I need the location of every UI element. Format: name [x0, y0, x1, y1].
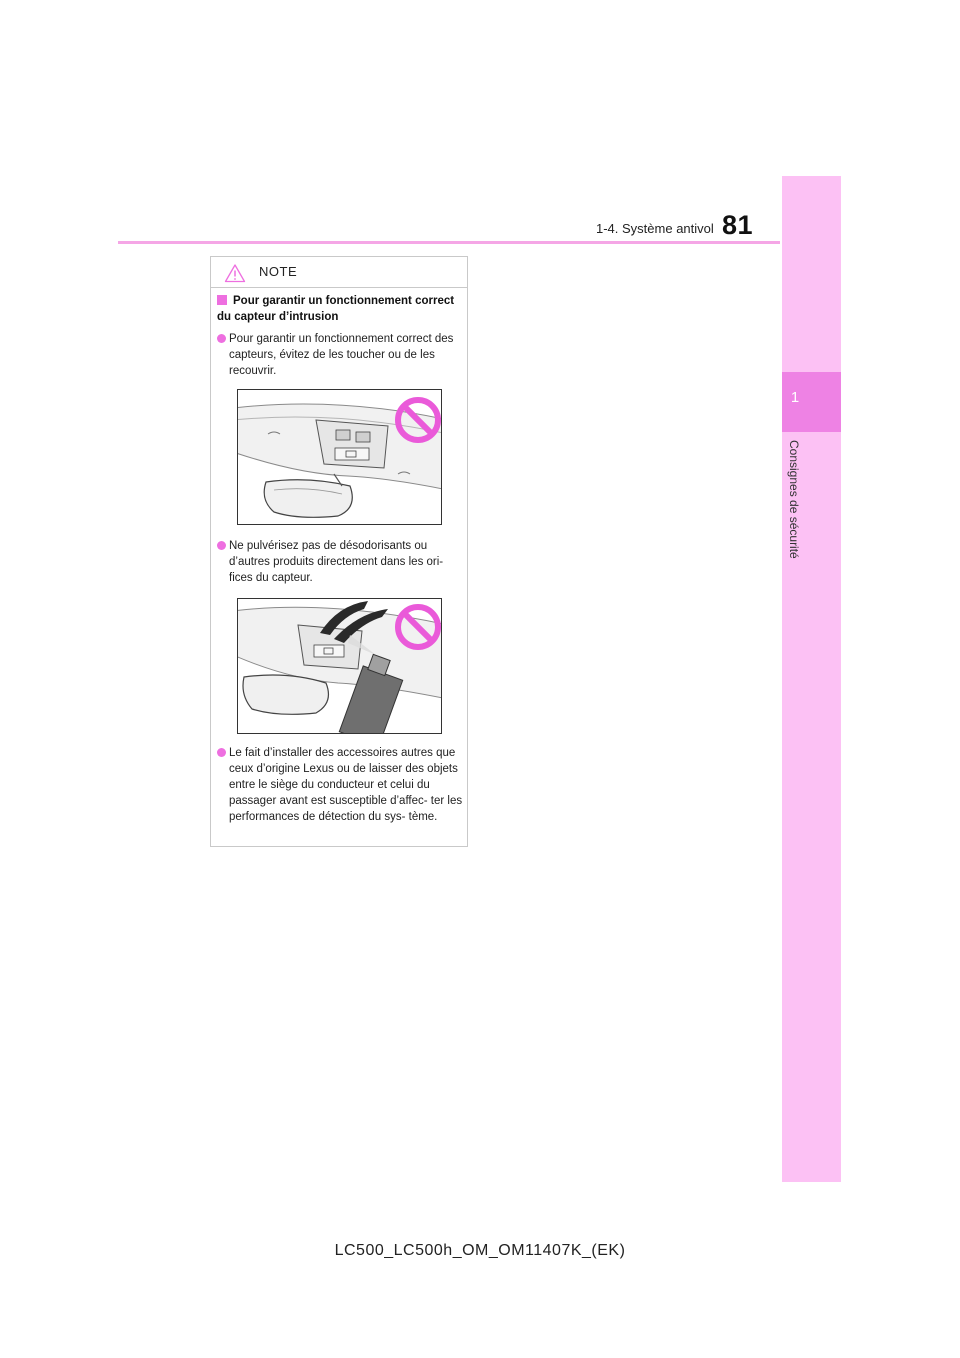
note-title: NOTE — [259, 264, 298, 279]
chapter-number: 1 — [790, 389, 800, 406]
note-bullet-1 — [217, 331, 465, 379]
square-bullet-icon — [217, 295, 227, 305]
note-bullet-text: Le fait d’installer des accessoires autres que ceux d’origine Lexus ou de laisser des objets entre le siège du conducteur et celui du passager avant est susceptible d’affec- ter les performances de détection du sys- tème. — [229, 747, 463, 823]
note-bullet-text: Ne pulvérisez pas de désodorisants ou d’autres produits directement dans les ori- fices du capteur. — [229, 540, 444, 584]
bullet-dot-icon — [217, 541, 226, 550]
note-header — [211, 257, 467, 288]
chapter-side-tab — [782, 176, 841, 1182]
document-code: LC500_LC500h_OM_OM11407K_(EK) — [334, 1242, 626, 1259]
header-rule — [118, 241, 780, 244]
note-heading — [217, 293, 461, 325]
page-number: 81 — [722, 210, 754, 240]
sensor-figure-no-spray — [237, 598, 442, 734]
chapter-label: Consignes de sécurité — [787, 440, 801, 559]
note-bullet-3 — [217, 745, 465, 825]
note-heading-text: Pour garantir un fonctionnement correct du capteur d’intrusion — [217, 295, 455, 323]
bullet-dot-icon — [217, 748, 226, 757]
note-bullet-2 — [217, 538, 465, 586]
bullet-dot-icon — [217, 334, 226, 343]
section-title: 1-4. Système antivol — [596, 221, 714, 236]
note-bullet-text: Pour garantir un fonctionnement correct des capteurs, évitez de les toucher ou de les recouvrir. — [229, 333, 454, 377]
note-box — [210, 256, 468, 847]
sensor-figure-no-touch — [237, 389, 442, 525]
